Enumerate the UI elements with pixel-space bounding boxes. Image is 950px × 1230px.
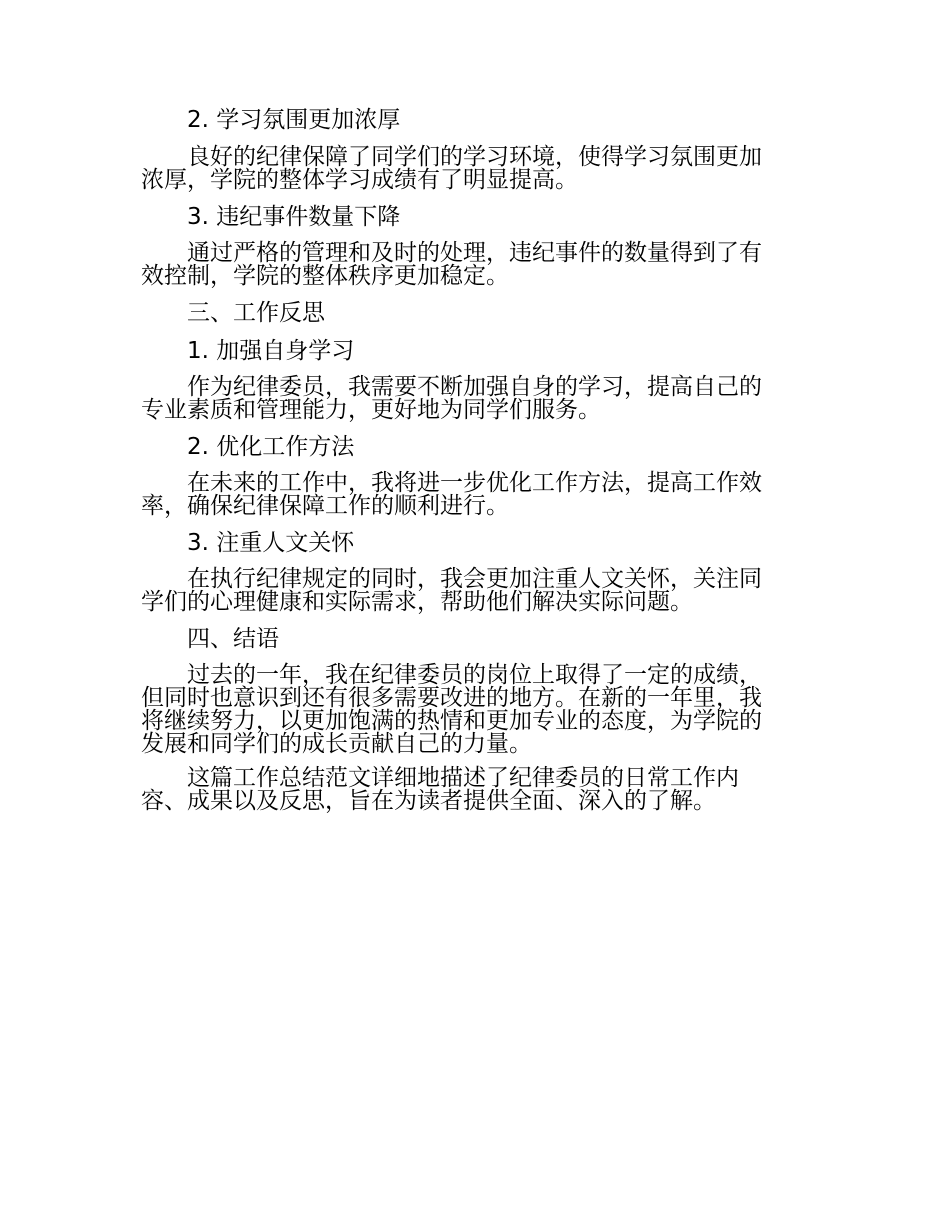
- paragraph-line: 率，确保纪律保障工作的顺利进行。: [141, 493, 509, 519]
- paragraph-line: 过去的一年，我在纪律委员的岗位上取得了一定的成绩，: [187, 662, 762, 688]
- paragraph-line: 专业素质和管理能力，更好地为同学们服务。: [141, 397, 601, 423]
- paragraph-line: 发展和同学们的成长贡献自己的力量。: [141, 731, 532, 757]
- paragraph-summary-note: [141, 767, 821, 813]
- heading-work-reflection: 三、工作反思: [187, 300, 325, 326]
- heading-conclusion: 四、结语: [187, 626, 279, 652]
- paragraph-line: 但同时也意识到还有很多需要改进的地方。在新的一年里，我: [141, 685, 762, 711]
- paragraph-optimize-methods: [141, 472, 821, 518]
- paragraph-line: 效控制，学院的整体秩序更加稳定。: [141, 263, 509, 289]
- paragraph-line: 这篇工作总结范文详细地描述了纪律委员的日常工作内: [187, 765, 739, 791]
- heading-self-learning: 1. 加强自身学习: [187, 338, 355, 364]
- heading-optimize-methods: 2. 优化工作方法: [187, 434, 355, 460]
- paragraph-line: 作为纪律委员，我需要不断加强自身的学习，提高自己的: [187, 374, 762, 400]
- paragraph-conclusion: [141, 664, 821, 756]
- heading-humanistic-care: 3. 注重人文关怀: [187, 530, 355, 556]
- paragraph-line: 将继续努力，以更加饱满的热情和更加专业的态度，为学院的: [141, 708, 762, 734]
- paragraph-study-atmosphere: [141, 146, 821, 192]
- paragraph-line: 浓厚，学院的整体学习成绩有了明显提高。: [141, 167, 578, 193]
- paragraph-line: 在未来的工作中，我将进一步优化工作方法，提高工作效: [187, 470, 762, 496]
- paragraph-line: 在执行纪律规定的同时，我会更加注重人文关怀，关注同: [187, 566, 762, 592]
- paragraph-line: 学们的心理健康和实际需求，帮助他们解决实际问题。: [141, 589, 693, 615]
- paragraph-humanistic-care: [141, 568, 821, 614]
- heading-study-atmosphere: 2. 学习氛围更加浓厚: [187, 107, 401, 133]
- paragraph-self-learning: [141, 376, 821, 422]
- paragraph-violations-decrease: [141, 242, 821, 288]
- heading-violations-decrease: 3. 违纪事件数量下降: [187, 204, 401, 230]
- paragraph-line: 通过严格的管理和及时的处理，违纪事件的数量得到了有: [187, 240, 762, 266]
- paragraph-line: 良好的纪律保障了同学们的学习环境，使得学习氛围更加: [187, 144, 762, 170]
- paragraph-line: 容、成果以及反思，旨在为读者提供全面、深入的了解。: [141, 788, 716, 814]
